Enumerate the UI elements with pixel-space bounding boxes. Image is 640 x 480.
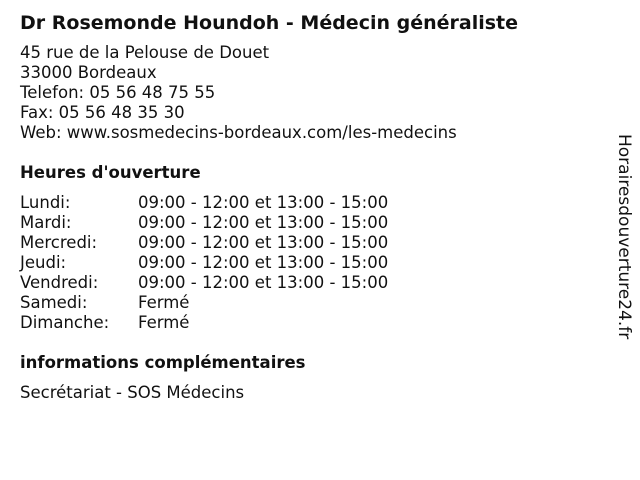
page-title: Dr Rosemonde Houndoh - Médecin généraliste bbox=[20, 12, 519, 34]
additional-info-text: Secrétariat - SOS Médecins bbox=[20, 383, 245, 402]
opening-hours-heading: Heures d'ouverture bbox=[20, 163, 201, 182]
address-city: 33000 Bordeaux bbox=[20, 63, 157, 82]
day-label: Mercredi: bbox=[20, 233, 98, 252]
hours-row-wednesday bbox=[20, 233, 388, 253]
hours-value: 09:00 - 12:00 et 13:00 - 15:00 bbox=[138, 233, 389, 252]
fax-number: Fax: 05 56 48 35 30 bbox=[20, 103, 185, 122]
phone-number[interactable]: Telefon: 05 56 48 75 55 bbox=[20, 83, 216, 102]
hours-row-monday bbox=[20, 193, 388, 213]
day-label: Mardi: bbox=[20, 213, 72, 232]
hours-value: 09:00 - 12:00 et 13:00 - 15:00 bbox=[138, 193, 389, 212]
day-label: Jeudi: bbox=[20, 253, 67, 272]
hours-value: 09:00 - 12:00 et 13:00 - 15:00 bbox=[138, 273, 389, 292]
hours-row-thursday bbox=[20, 253, 388, 273]
hours-value: Fermé bbox=[138, 313, 190, 332]
hours-row-saturday bbox=[20, 293, 388, 313]
business-listing bbox=[20, 11, 600, 403]
hours-row-sunday bbox=[20, 313, 388, 333]
day-label: Dimanche: bbox=[20, 313, 110, 332]
day-label: Vendredi: bbox=[20, 273, 99, 292]
address-street: 45 rue de la Pelouse de Douet bbox=[20, 43, 270, 62]
hours-value: 09:00 - 12:00 et 13:00 - 15:00 bbox=[138, 213, 389, 232]
hours-row-tuesday bbox=[20, 213, 388, 233]
day-label: Lundi: bbox=[20, 193, 71, 212]
day-label: Samedi: bbox=[20, 293, 88, 312]
site-watermark: Horairesdouverture24.fr bbox=[614, 134, 634, 340]
additional-info-heading: informations complémentaires bbox=[20, 353, 306, 372]
hours-value: 09:00 - 12:00 et 13:00 - 15:00 bbox=[138, 253, 389, 272]
hours-row-friday bbox=[20, 273, 388, 293]
opening-hours-table bbox=[20, 193, 388, 333]
website-link[interactable]: Web: www.sosmedecins-bordeaux.com/les-medecins bbox=[20, 123, 457, 142]
contact-block bbox=[20, 43, 600, 143]
hours-value: Fermé bbox=[138, 293, 190, 312]
